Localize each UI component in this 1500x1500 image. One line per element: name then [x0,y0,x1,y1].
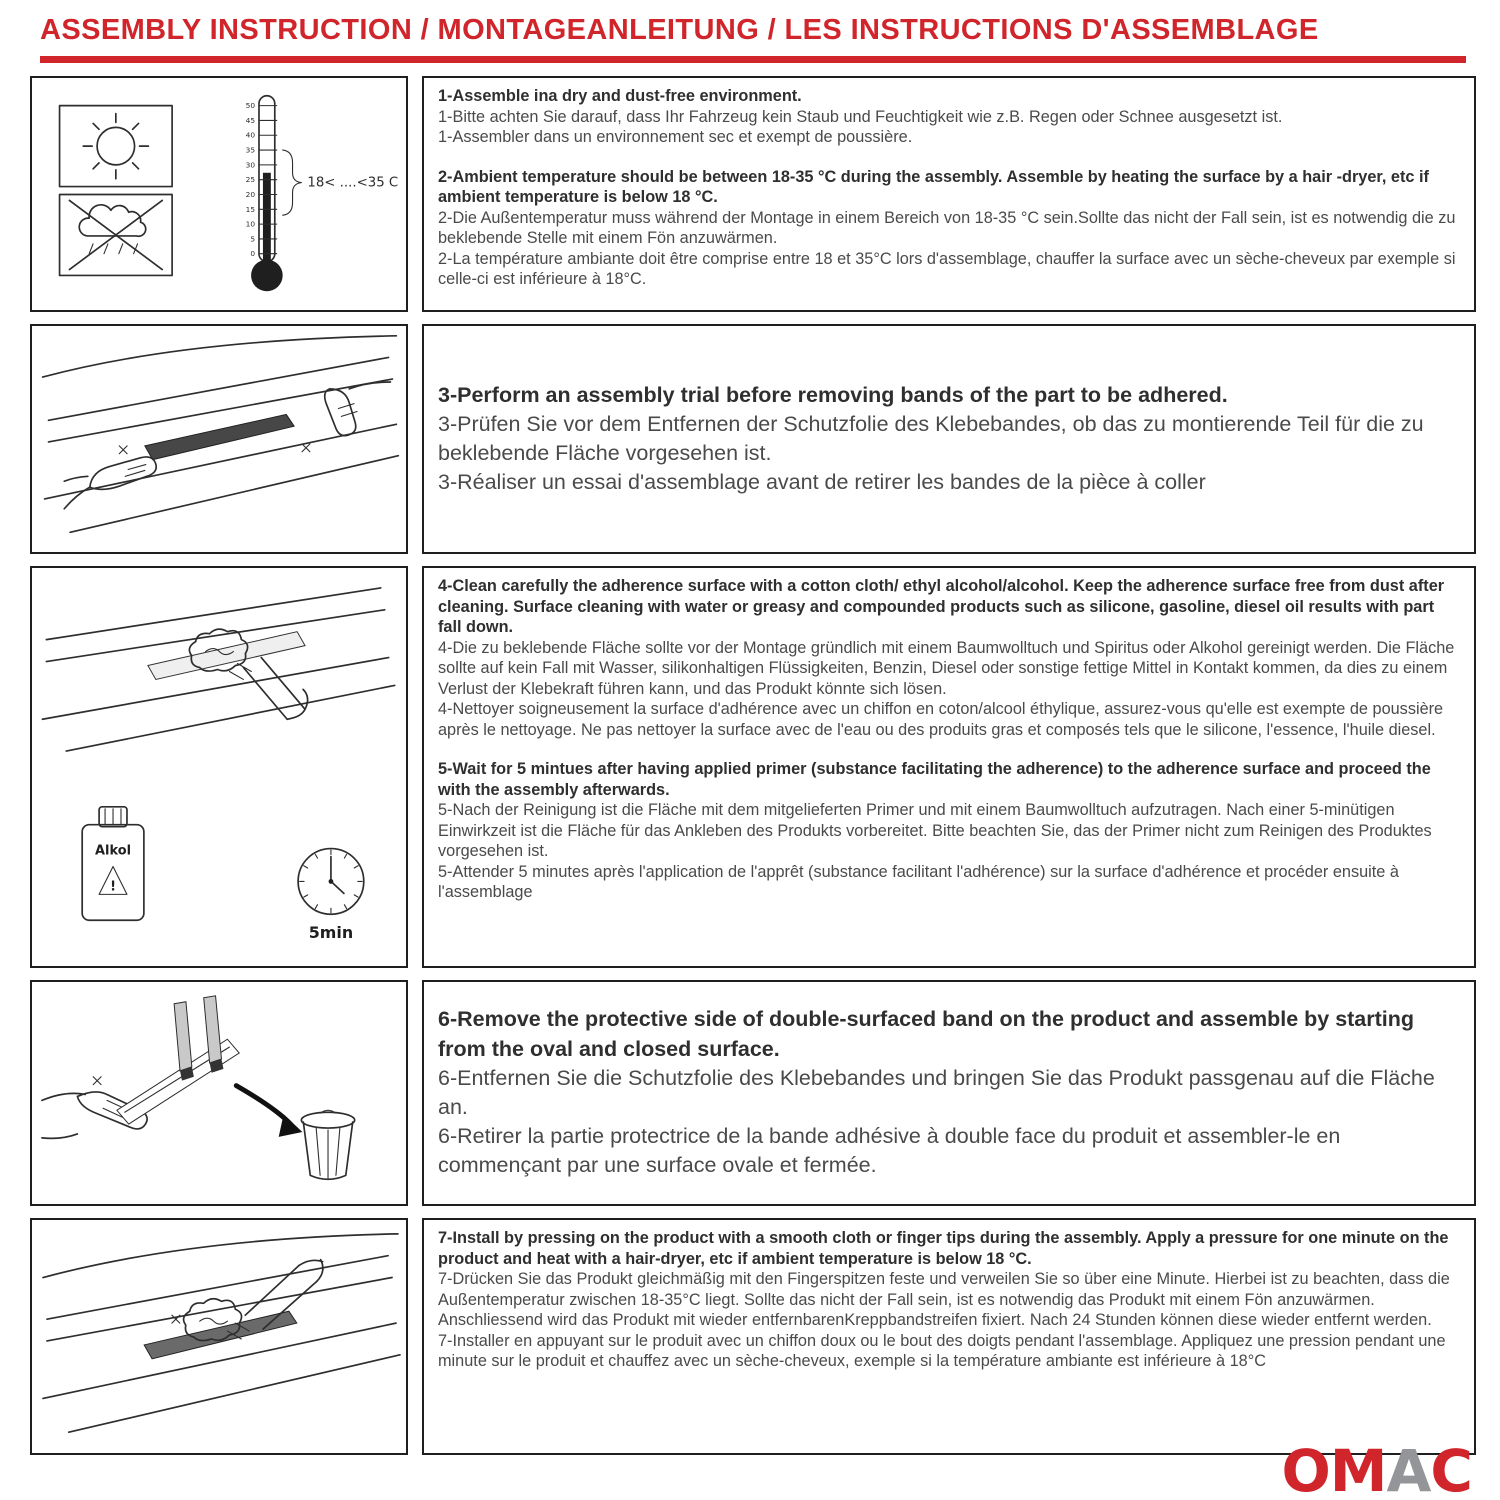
sun-icon [83,114,148,179]
peel-band-illustration [32,982,406,1204]
svg-text:0: 0 [250,249,256,259]
omac-logo [1281,1437,1473,1500]
alcohol-bottle-icon [82,807,144,920]
section-gap [438,740,1460,759]
trash-can-icon [301,1110,354,1179]
svg-text:15: 15 [245,204,256,214]
instruction-de: 4-Die zu beklebende Fläche sollte vor der Montage gründlich mit einem Baumwolltuch und Spiritus oder Alkohol gereinigt werden. Die Fläche sollte auf kein Fall mit Wasser, silikonhaltigen Flüssigkeiten, Benzin, Diesel oder sonstige fettige Mittel in Kontakt kommen, da dies zu einem Verlust der Klebekraft führen kann, und das Produkt könnte sich lösen. [438,638,1455,698]
instruction-fr: 1-Assembler dans un environnement sec et exempt de poussière. [438,128,913,147]
instruction-en: 2-Ambient temperature should be between 18-35 °C during the assembly. Assemble by heating the surface by a hair -dryer, etc if ambient temperature is below 18 °C. [438,167,1429,207]
instruction-en: 3-Perform an assembly trial before removing bands of the part to be adhered. [438,382,1228,407]
instruction-row-1 [30,76,1476,312]
discard-arrow-icon [236,1086,302,1137]
page-title: ASSEMBLY INSTRUCTION / MONTAGEANLEITUNG / LES INSTRUCTIONS D'ASSEMBLAGE [40,14,1319,46]
cleaning-illustration [32,568,406,966]
thermometer-icon [246,96,302,291]
instruction-text-box-5 [422,1218,1476,1455]
instruction-rows [30,76,1476,1455]
instruction-row-5 [30,1218,1476,1455]
instruction-de: 5-Nach der Reinigung ist die Fläche mit dem mitgelieferten Primer und mit einem Baumwolltuch aufzutragen. Nach einer 5-minütigen Einwirkzeit ist die Fläche für das Ankleben des Produkts vorbereitet. Bitte beachten Sie, das der Primer nicht zum Reinigen des Produktes vorgesehen ist. [438,801,1432,861]
instruction-de: 2-Die Außentemperatur muss während der Montage in einem Bereich von 18-35 °C sein.Sollte das nicht der Fall sein, ist es notwendig die zu beklebende Stelle mit einem Fön anzuwärmen. [438,208,1456,248]
instruction-text-box-3 [422,566,1476,968]
svg-text:40: 40 [245,130,256,140]
svg-text:20: 20 [245,189,256,199]
clock-duration-label: 5min [308,923,354,943]
instruction-en: 7-Install by pressing on the product with a smooth cloth or finger tips during the assembly. Apply a pressure for one minute on the product and heat with a hair-dryer, etc if ambient temperature is below 18 °C. [438,1229,1449,1268]
instruction-en: 4-Clean carefully the adherence surface with a cotton cloth/ ethyl alcohol/alcohol. Keep the adherence surface free from dust after cleaning. Surface cleaning with water or greasy and compounded products such as silicone, gasoline, diesel oil results with part fall down. [438,577,1445,637]
instruction-de: 1-Bitte achten Sie darauf, dass Ihr Fahrzeug kein Staub und Feuchtigkeit wie z.B. Regen oder Schnee ausgesetzt ist. [438,107,1283,126]
instruction-de: 6-Entfernen Sie die Schutzfolie des Klebebandes und bringen Sie das Produkt passgenau auf die Fläche an. [438,1065,1435,1119]
logo-text-om: OM [1281,1437,1387,1500]
instruction-fr: 7-Installer en appuyant sur le produit avec un chiffon doux ou le bout des doigts pendant l'assemblage. Appliquez une pression pendant une minute sur le produit et chauffez avec un sèche-cheveux, exemple si la température ambiante est inférieure à 18°C [438,1331,1446,1371]
instruction-fr: 5-Attender 5 minutes après l'application de l'apprêt (substance facilitant l'adhérence) sur la surface d'adhérence et procéder ensuite à l'assemblage [438,862,1399,902]
thermometer-ticks [246,101,277,258]
sparkle-icon [172,1315,180,1323]
illustration-box-pressing [30,1218,408,1455]
instruction-fr: 2-La température ambiante doit être comprise entre 18 et 35°C lors d'assemblage, chauffer la surface avec un sèche-cheveux par exemple si celle-ci est inférieure à 18°C. [438,249,1456,289]
logo-text-a: A [1386,1437,1431,1500]
alcohol-bottle-label: Alkol [95,843,132,859]
assembly-trial-illustration [32,326,406,552]
title-underline [40,56,1466,63]
instruction-text-box-4 [422,980,1476,1206]
warning-triangle-icon [99,867,127,895]
door-sill-surface [148,632,305,680]
section-gap [438,148,1460,167]
instruction-text-box-2 [422,324,1476,554]
instruction-row-2 [30,324,1476,554]
instruction-en: 1-Assemble ina dry and dust-free environment. [438,87,802,105]
svg-text:25: 25 [245,175,256,185]
instruction-de: 7-Drücken Sie das Produkt gleichmäßig mit den Fingerspitzen feste und verweilen Sie so über eine Minute. Hierbei ist zu beachten, dass die Außentemperatur zwischen 18-35°C liegt. Sollte das nicht der Fall sein, ist es notwendig das Produkt mit einem Fön anzuwärmen. Anschliessend wird das Produkt mit wieder entfernbarenKreppbandstreifen fixiert. Nach 24 Stunden können diese wieder entfernt werden. [438,1270,1450,1330]
svg-text:50: 50 [245,101,256,111]
clock-icon [298,849,364,915]
sparkle-icon [302,444,310,452]
svg-text:30: 30 [245,160,256,170]
instruction-text-box-1 [422,76,1476,312]
left-hand-icon [64,457,156,509]
pressing-illustration [32,1220,406,1453]
instruction-de: 3-Prüfen Sie vor dem Entfernen der Schutzfolie des Klebebandes, ob das zu montierende Teil für die zu beklebende Fläche vorgesehen ist. [438,411,1424,465]
illustration-box-cleaning [30,566,408,968]
sparkle-icon [119,446,127,454]
svg-text:35: 35 [245,145,256,155]
climate-conditions-illustration [32,78,406,310]
instruction-fr: 4-Nettoyer soigneusement la surface d'adhérence avec un chiffon en coton/alcool éthylique, assurez-vous qu'elle est exempte de poussière après le nettoyage. Ne pas nettoyer la surface avec de l'eau ou des produits gras et composés tels que le silicone, l'essence, l'huile diesel. [438,700,1444,739]
sparkle-icon [93,1077,101,1085]
instruction-fr: 6-Retirer la partie protectrice de la bande adhésive à double face du produit et assembler-le en commençant par une surface ovale et fermée. [438,1124,1341,1178]
no-rain-icon [69,200,162,269]
instruction-en: 6-Remove the protective side of double-surfaced band on the product and assemble by starting from the oval and closed surface. [438,1007,1415,1061]
svg-text:5: 5 [250,234,256,244]
instruction-fr: 3-Réaliser un essai d'assemblage avant de retirer les bandes de la pièce à coller [438,470,1206,495]
door-sill-trim-strip [145,414,294,459]
illustration-box-climate [30,76,408,312]
instruction-en: 5-Wait for 5 mintues after having applied primer (substance facilitating the adherence) to the adherence surface and proceed the with the assembly afterwards. [438,760,1431,799]
svg-text:10: 10 [245,219,256,229]
instruction-row-3 [30,566,1476,968]
range-bracket [283,150,302,215]
temperature-range-label: 18< ....<35 C [307,175,399,191]
warning-mark: ! [110,879,116,895]
logo-text-c: C [1430,1437,1472,1500]
illustration-box-peel-band [30,980,408,1206]
instruction-row-4 [30,980,1476,1206]
svg-text:45: 45 [245,115,256,125]
illustration-box-assembly-trial [30,324,408,554]
